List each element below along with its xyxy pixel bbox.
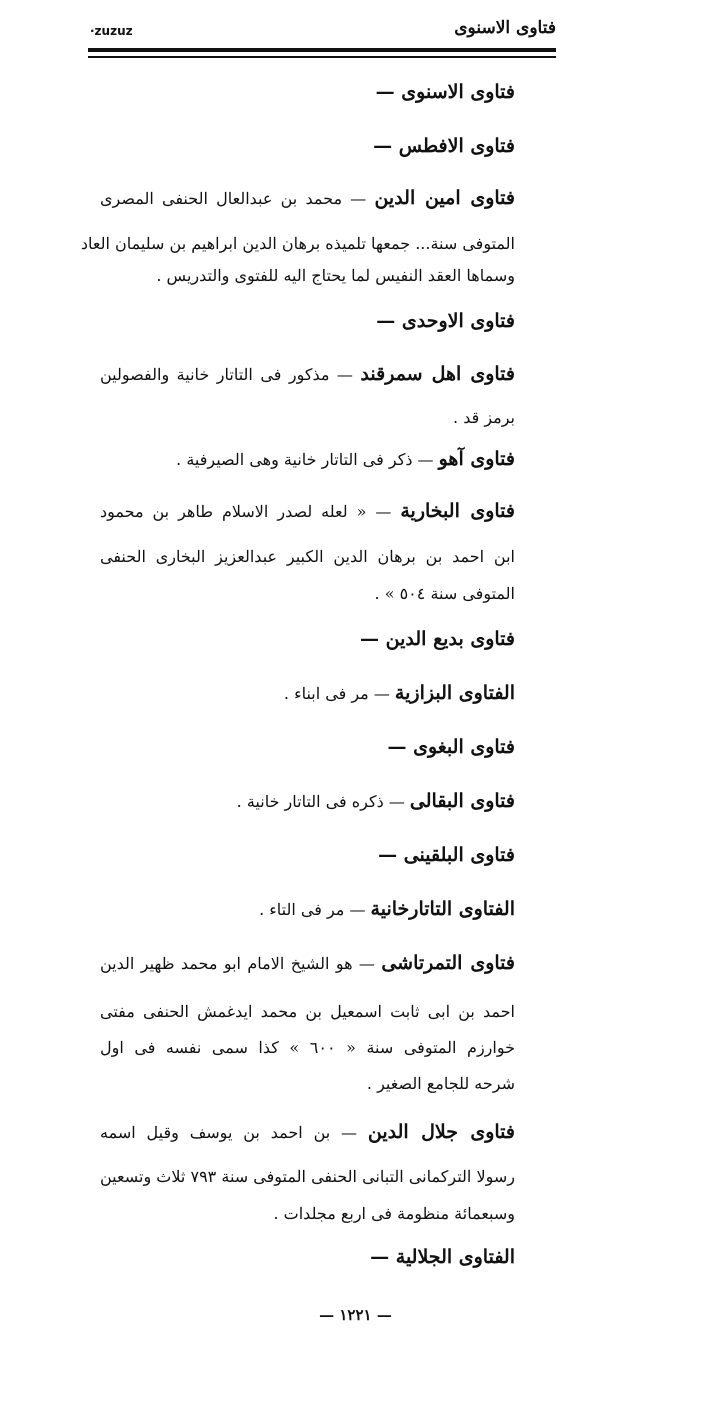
entry-heading: فتاوى البخارية (400, 500, 515, 522)
entry-text: — مذكور فى التاتار خانية والفصولين (100, 365, 361, 384)
running-title: فتاوى الاسنوى (454, 18, 556, 38)
entry-text: — مر فى ابناء . (283, 684, 395, 703)
entry-line: فتاوى البغوى — (387, 736, 515, 758)
header-marker: ·zuzuz (90, 24, 133, 38)
entry-line: رسولا التركمانى التبانى الحنفى المتوفى سنة ٧٩٣ ثلاث وتسعين (100, 1167, 515, 1186)
entry-heading: فتاوى جلال الدين (367, 1121, 515, 1143)
entry-heading: فتاوى البقالى (409, 790, 515, 812)
entry-line (284, 681, 515, 706)
entry-line: فتاوى الافطس — (373, 135, 515, 157)
entry-line: المتوفى سنة... جمعها تلميذه برهان الدين ابراهيم بن سليمان العاد (80, 234, 515, 253)
entry-line (259, 897, 515, 922)
entry-line: المتوفى سنة ٥٠٤ » . (374, 584, 515, 603)
entry-line: فتاوى بديع الدين — (360, 628, 515, 650)
entry-text: — محمد بن عبدالعال الحنفى المصرى (100, 189, 375, 208)
page-number: — ١٢٢١ — (319, 1306, 392, 1324)
entry-line: خوارزم المتوفى سنة « ٦٠٠ » كذا سمى نفسه فى اول (100, 1038, 516, 1057)
entry-text: — بن احمد بن يوسف وقيل اسمه (100, 1123, 368, 1142)
entry-line (100, 951, 515, 976)
entry-line: فتاوى البلقينى — (378, 844, 515, 866)
header-rule-thin (88, 56, 556, 58)
entry-line: احمد بن ابى ثابت اسمعيل بن محمد ايدغمش الحنفى مفتى (100, 1002, 515, 1021)
entry-heading: فتاوى آهو (438, 448, 515, 470)
running-header (88, 14, 556, 50)
entry-heading: فتاوى امين الدين (374, 187, 516, 209)
entry-line: فتاوى الاوحدى — (376, 310, 515, 332)
entry-text: — هو الشيخ الامام ابو محمد ظهير الدين (100, 954, 382, 973)
header-rule-thick (88, 48, 556, 52)
entry-line: ابن احمد بن برهان الدين الكبير عبدالعزيز البخارى الحنفى (100, 547, 515, 566)
entry-heading: الفتاوى التاتارخانية (370, 898, 515, 920)
entry-line: وسماها العقد النفيس لما يحتاج اليه للفتوى والتدريس . (156, 266, 515, 285)
entry-text: — « لعله لصدر الاسلام طاهر بن محمود (100, 502, 401, 521)
entry-text: — مر فى التاء . (259, 900, 371, 919)
entry-line: برمز قد . (453, 408, 515, 427)
entry-line (100, 362, 515, 387)
entry-line: فتاوى الاسنوى — (375, 81, 515, 103)
entry-line (176, 447, 515, 472)
entry-line (100, 186, 515, 211)
entry-line (100, 1120, 515, 1145)
entry-heading: الفتاوى البزازية (394, 682, 515, 704)
entry-line: وسبعمائة منظومة فى اربع مجلدات . (273, 1204, 515, 1223)
entry-line (237, 789, 515, 814)
entry-heading: فتاوى التمرتاشى (381, 952, 516, 974)
entry-line (100, 499, 515, 524)
entry-text: — ذكر فى التاتار خانية وهى الصيرفية . (176, 450, 439, 469)
entry-heading: فتاوى اهل سمرقند (360, 363, 515, 385)
entry-line: شرحه للجامع الصغير . (366, 1074, 515, 1093)
entry-line: الفتاوى الجلالية — (370, 1246, 515, 1268)
entry-text: — ذكره فى التاتار خانية . (236, 792, 410, 811)
